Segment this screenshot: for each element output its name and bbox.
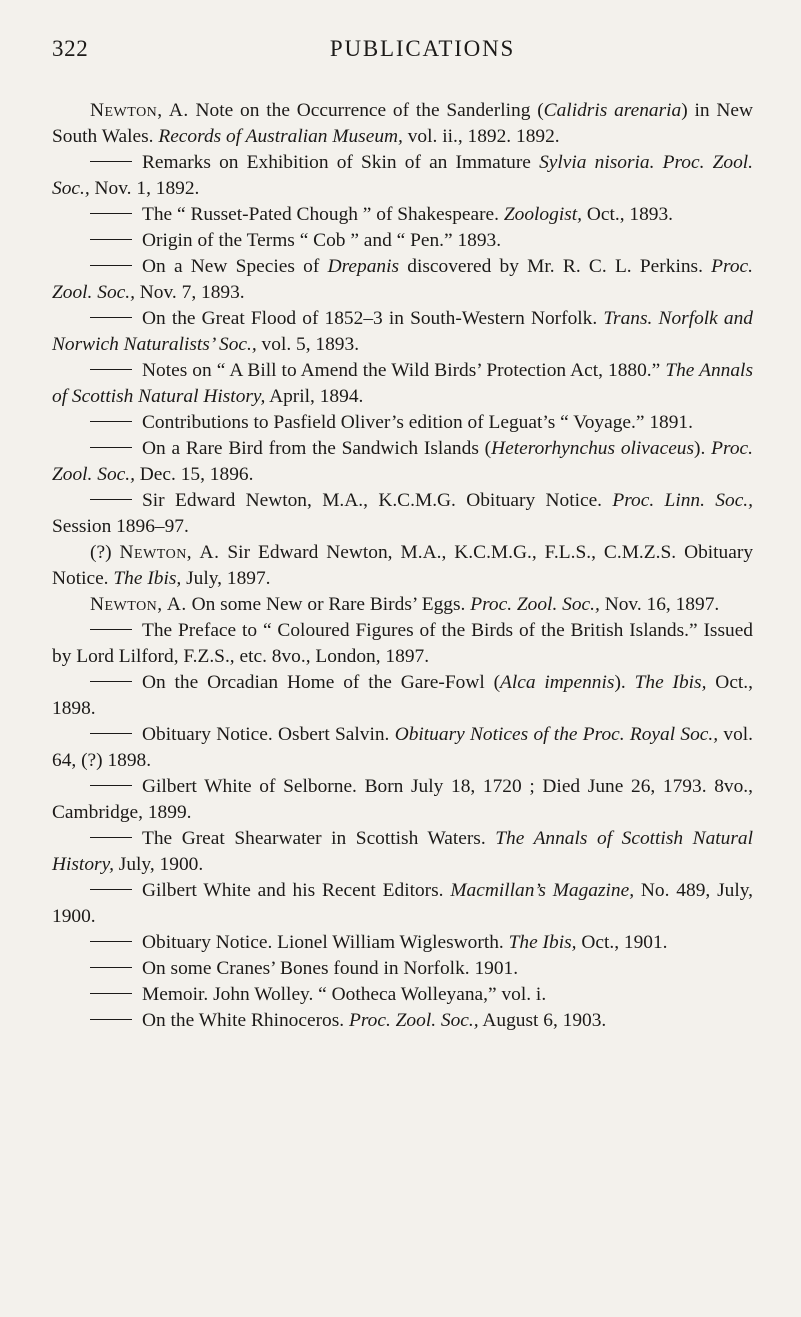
ditto-dash bbox=[90, 1019, 132, 1020]
ditto-dash bbox=[90, 733, 132, 734]
author-name: Newton, A. bbox=[90, 100, 189, 121]
bibliography-entry: Contributions to Pasfield Oliver’s edition of Leguat’s “ Voyage.” 1891. bbox=[52, 410, 753, 436]
running-head bbox=[52, 36, 753, 92]
bibliography-entry: Gilbert White of Selborne. Born July 18, 1720 ; Died June 26, 1793. 8vo., Cambridge, 1899. bbox=[52, 776, 753, 823]
ditto-dash bbox=[90, 213, 132, 214]
author-name: Newton, A. bbox=[90, 594, 187, 615]
ditto-dash bbox=[90, 785, 132, 786]
ditto-dash bbox=[90, 369, 132, 370]
bibliography-entry: Gilbert White and his Recent Editors. Macmillan’s Magazine, No. 489, July, 1900. bbox=[52, 880, 753, 927]
ditto-dash bbox=[90, 161, 132, 162]
ditto-dash bbox=[90, 239, 132, 240]
bibliography-entry: On a Rare Bird from the Sandwich Islands (Heterorhynchus olivaceus). Proc. Zool. Soc., Dec. 15, 1896. bbox=[52, 438, 753, 485]
ditto-dash bbox=[90, 837, 132, 838]
bibliography-entry: On the White Rhinoceros. Proc. Zool. Soc., August 6, 1903. bbox=[52, 1008, 753, 1034]
bibliography-entry: Obituary Notice. Lionel William Wiglesworth. The Ibis, Oct., 1901. bbox=[52, 930, 753, 956]
ditto-dash bbox=[90, 993, 132, 994]
bibliography-entry: On the Great Flood of 1852–3 in South-Western Norfolk. Trans. Norfolk and Norwich Naturalists’ Soc., vol. 5, 1893. bbox=[52, 308, 753, 355]
ditto-dash bbox=[90, 889, 132, 890]
bibliography-entry: On the Orcadian Home of the Gare-Fowl (Alca impennis). The Ibis, Oct., 1898. bbox=[52, 672, 754, 719]
ditto-dash bbox=[90, 499, 132, 500]
bibliography-entry: Newton, A. On some New or Rare Birds’ Eggs. Proc. Zool. Soc., Nov. 16, 1897. bbox=[90, 594, 720, 615]
bibliography-entry: On a New Species of Drepanis discovered by Mr. R. C. L. Perkins. Proc. Zool. Soc., Nov. 7, 1893. bbox=[52, 256, 753, 303]
bibliography-entry: The Great Shearwater in Scottish Waters. The Annals of Scottish Natural History, July, 1900. bbox=[52, 828, 753, 875]
bibliography-entry: Notes on “ A Bill to Amend the Wild Birds’ Protection Act, 1880.” The Annals of Scottish Natural History, April, 1894. bbox=[52, 360, 753, 407]
bibliography-list bbox=[52, 98, 753, 1034]
bibliography-entry: The Preface to “ Coloured Figures of the Birds of the British Islands.” Issued by Lord Lilford, F.Z.S., etc. 8vo., London, 1897. bbox=[52, 620, 753, 667]
bibliography-entry: The “ Russet-Pated Chough ” of Shakespeare. Zoologist, Oct., 1893. bbox=[52, 202, 753, 228]
bibliography-entry: Origin of the Terms “ Cob ” and “ Pen.” 1893. bbox=[52, 228, 753, 254]
bibliography-entry: On some Cranes’ Bones found in Norfolk. 1901. bbox=[52, 956, 753, 982]
bibliography-entry: (?) Newton, A. Sir Edward Newton, M.A., K.C.M.G., F.L.S., C.M.Z.S. Obituary Notice. The Ibis, July, 1897. bbox=[52, 542, 754, 589]
bibliography-entry: Remarks on Exhibition of Skin of an Immature Sylvia nisoria. Proc. Zool. Soc., Nov. 1, 1892. bbox=[52, 152, 754, 199]
ditto-dash bbox=[90, 317, 132, 318]
bibliography-entry: Memoir. John Wolley. “ Ootheca Wolleyana,” vol. i. bbox=[52, 982, 753, 1008]
author-name: Newton, A. bbox=[119, 542, 220, 563]
running-title: PUBLICATIONS bbox=[329, 36, 516, 61]
ditto-dash bbox=[90, 941, 132, 942]
ditto-dash bbox=[90, 447, 132, 448]
bibliography-entry: Newton, A. Note on the Occurrence of the Sanderling (Calidris arenaria) in New South Wales. Records of Australian Museum, vol. ii., 1892. 1892. bbox=[52, 100, 753, 147]
ditto-dash bbox=[90, 421, 132, 422]
ditto-dash bbox=[90, 967, 132, 968]
bibliography-entry: Obituary Notice. Osbert Salvin. Obituary Notices of the Proc. Royal Soc., vol. 64, (?) 1898. bbox=[52, 724, 754, 771]
page-number: 322 bbox=[52, 36, 89, 61]
ditto-dash bbox=[90, 681, 132, 682]
ditto-dash bbox=[90, 629, 132, 630]
ditto-dash bbox=[90, 265, 132, 266]
bibliography-entry: Sir Edward Newton, M.A., K.C.M.G. Obituary Notice. Proc. Linn. Soc., Session 1896–97. bbox=[52, 490, 753, 537]
